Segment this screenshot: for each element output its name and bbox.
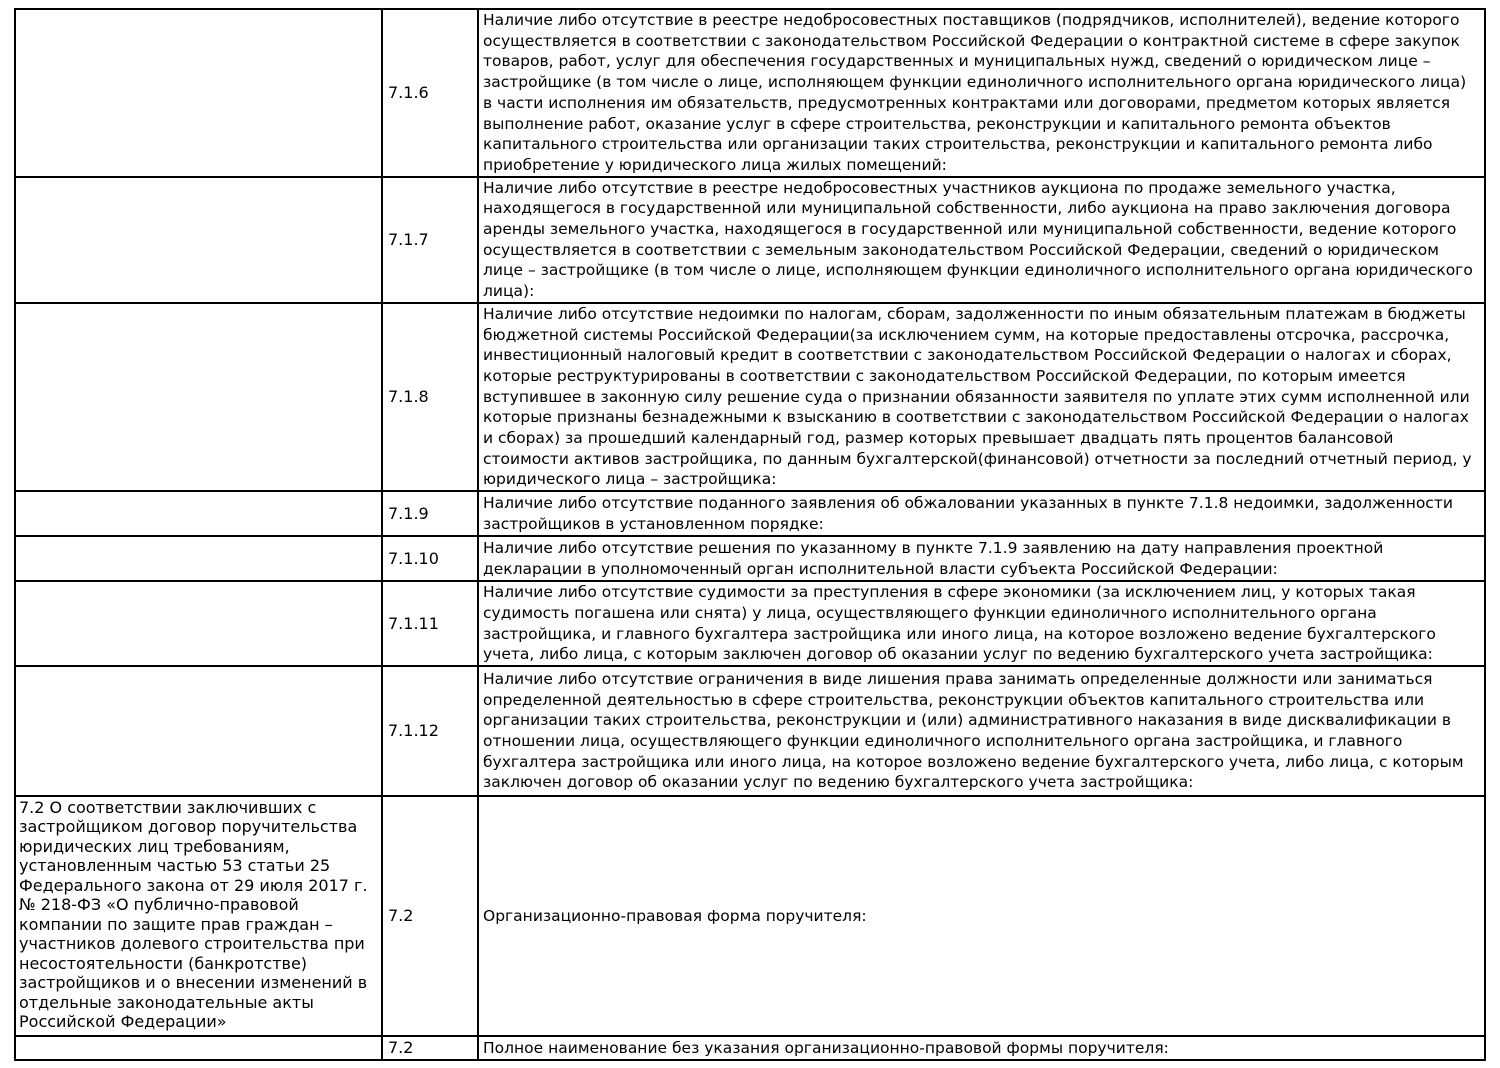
item-text-cell: Наличие либо отсутствие недоимки по налогам, сборам, задолженности по иным обязательным платежам в бюджеты бюджетной системы Российской Федерации(за исключением сумм, на которые предоставлены отсрочка, рассрочка, инвестиционный налоговый кредит в соответствии с законодательством Российской Федерации о налогах и сборах, которые реструктурированы в соответствии с законодательством Российской Федерации, по которым имеется вступившее в законную силу решение суда о признании обязанности заявителя по уплате этих сумм исполненной или которые признаны безнадежными к взысканию в соответствии с законодательством Российской Федерации о налогах и сборах) за прошедший календарный год, размер которых превышает двадцать пять процентов балансовой стоимости активов застройщика, по данным бухгалтерской(финансовой) отчетности за последний отчетный период, у юридического лица – застройщика: bbox=[478, 303, 1485, 491]
section-description-cell bbox=[15, 536, 382, 581]
section-description-cell bbox=[15, 666, 382, 796]
table-row bbox=[15, 536, 1485, 581]
item-number-cell: 7.1.11 bbox=[382, 581, 478, 666]
item-text-cell: Полное наименование без указания организационно-правовой формы поручителя: bbox=[478, 1036, 1485, 1060]
item-text-cell: Наличие либо отсутствие решения по указанному в пункте 7.1.9 заявлению на дату направления проектной декларации в уполномоченный орган исполнительной власти субъекта Российской Федерации: bbox=[478, 536, 1485, 581]
table-row bbox=[15, 491, 1485, 536]
table-row bbox=[15, 9, 1485, 177]
table-row bbox=[15, 177, 1485, 303]
item-text-cell: Наличие либо отсутствие поданного заявления об обжаловании указанных в пункте 7.1.8 недоимки, задолженности застройщиков в установленном порядке: bbox=[478, 491, 1485, 536]
section-description-cell: 7.2 О соответствии заключивших с застройщиком договор поручительства юридических лиц требованиям, установленным частью 53 статьи 25 Федерального закона от 29 июля 2017 г. № 218-ФЗ «О публично-правовой компании по защите прав граждан – участников долевого строительства при несостоятельности (банкротстве) застройщиков и о внесении изменений в отдельные законодательные акты Российской Федерации» bbox=[15, 796, 382, 1036]
section-description-cell bbox=[15, 9, 382, 177]
table-row bbox=[15, 1036, 1485, 1060]
declaration-table bbox=[14, 8, 1486, 1061]
item-number-cell: 7.1.12 bbox=[382, 666, 478, 796]
item-number-cell: 7.1.9 bbox=[382, 491, 478, 536]
section-description-cell bbox=[15, 581, 382, 666]
item-text-cell: Наличие либо отсутствие ограничения в виде лишения права занимать определенные должности или заниматься определенной деятельностью в сфере строительства, реконструкции объектов капитального строительства или организации таких строительства, реконструкции и (или) административного наказания в виде дисквалификации в отношении лица, осуществляющего функции единоличного исполнительного органа застройщика, и главного бухгалтера застройщика или иного лица, на которое возложено ведение бухгалтерского учета, либо лица, с которым заключен договор об оказании услуг по ведению бухгалтерского учета застройщика: bbox=[478, 666, 1485, 796]
item-text-cell: Наличие либо отсутствие в реестре недобросовестных поставщиков (подрядчиков, исполнителей), ведение которого осуществляется в соответствии с законодательством Российской Федерации о контрактной системе в сфере закупок товаров, работ, услуг для обеспечения государственных и муниципальных нужд, сведений о юридическом лице – застройщике (в том числе о лице, исполняющем функции единоличного исполнительного органа юридического лица) в части исполнения им обязательств, предусмотренных контрактами или договорами, предметом которых является выполнение работ, оказание услуг в сфере строительства, реконструкции и капитального ремонта объектов капитального строительства или организации таких строительства, реконструкции и капитального ремонта либо приобретение у юридического лица жилых помещений: bbox=[478, 9, 1485, 177]
item-text-cell: Наличие либо отсутствие судимости за преступления в сфере экономики (за исключением лиц, у которых такая судимость погашена или снята) у лица, осуществляющего функции единоличного исполнительного органа застройщика, и главного бухгалтера застройщика или иного лица, на которое возложено ведение бухгалтерского учета, либо лица, с которым заключен договор об оказании услуг по ведению бухгалтерского учета застройщика: bbox=[478, 581, 1485, 666]
section-description-cell bbox=[15, 491, 382, 536]
item-number-cell: 7.1.8 bbox=[382, 303, 478, 491]
section-description-cell bbox=[15, 177, 382, 303]
item-text-cell: Организационно-правовая форма поручителя: bbox=[478, 796, 1485, 1036]
table-row bbox=[15, 303, 1485, 491]
table-row bbox=[15, 796, 1485, 1036]
declaration-table-body bbox=[15, 9, 1485, 1060]
item-number-cell: 7.1.6 bbox=[382, 9, 478, 177]
section-description-cell bbox=[15, 303, 382, 491]
section-description-cell bbox=[15, 1036, 382, 1060]
item-number-cell: 7.2 bbox=[382, 796, 478, 1036]
table-row bbox=[15, 666, 1485, 796]
item-text-cell: Наличие либо отсутствие в реестре недобросовестных участников аукциона по продаже земельного участка, находящегося в государственной или муниципальной собственности, либо аукциона на право заключения договора аренды земельного участка, находящегося в государственной или муниципальной собственности, ведение которого осуществляется в соответствии с земельным законодательством Российской Федерации, сведений о юридическом лице – застройщике (в том числе о лице, исполняющем функции единоличного исполнительного органа юридического лица): bbox=[478, 177, 1485, 303]
item-number-cell: 7.2 bbox=[382, 1036, 478, 1060]
item-number-cell: 7.1.10 bbox=[382, 536, 478, 581]
item-number-cell: 7.1.7 bbox=[382, 177, 478, 303]
table-row bbox=[15, 581, 1485, 666]
